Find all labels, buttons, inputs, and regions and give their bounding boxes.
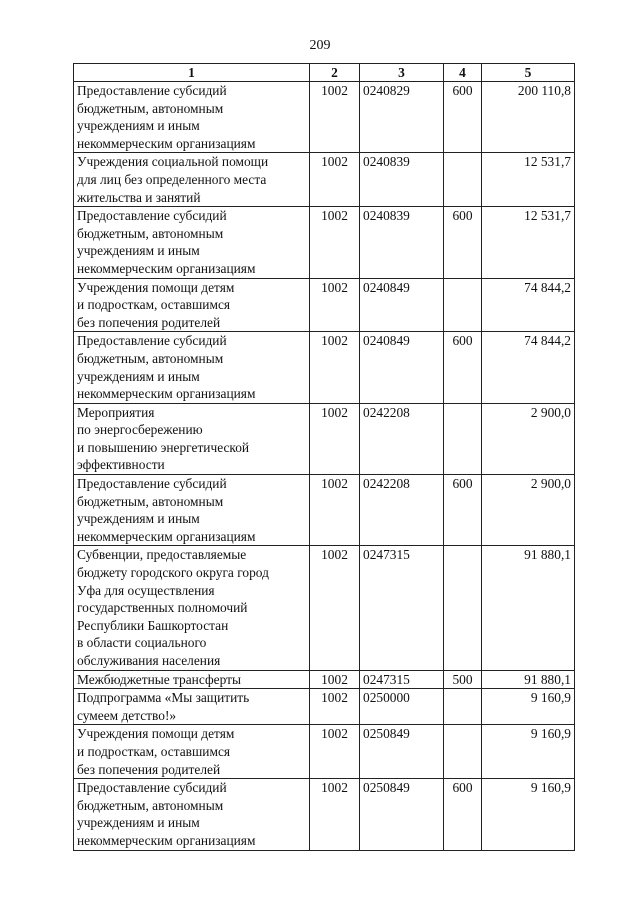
page-number: 209 xyxy=(309,38,331,53)
row-amount: 12 531,7 xyxy=(482,207,575,278)
row-target-code: 0242208 xyxy=(360,475,444,546)
header-col-4: 4 xyxy=(444,64,482,82)
row-expense-type: 600 xyxy=(444,82,482,153)
row-target-code: 0240849 xyxy=(360,332,444,403)
row-name: Предоставление субсидий бюджетным, автономным учреждениям и иным некоммерческим организациям xyxy=(74,207,310,278)
row-expense-type: 600 xyxy=(444,475,482,546)
row-target-code: 0240839 xyxy=(360,153,444,207)
row-section-code: 1002 xyxy=(310,403,360,474)
row-amount: 2 900,0 xyxy=(482,475,575,546)
row-section-code: 1002 xyxy=(310,332,360,403)
row-amount: 200 110,8 xyxy=(482,82,575,153)
row-target-code: 0250849 xyxy=(360,779,444,850)
row-expense-type: 500 xyxy=(444,670,482,689)
row-name: Учреждения помощи детям и подросткам, оставшимся без попечения родителей xyxy=(74,278,310,332)
row-expense-type: 600 xyxy=(444,779,482,850)
row-target-code: 0250849 xyxy=(360,725,444,779)
row-amount: 9 160,9 xyxy=(482,725,575,779)
header-col-1: 1 xyxy=(74,64,310,82)
row-target-code: 0250000 xyxy=(360,689,444,725)
row-target-code: 0240839 xyxy=(360,207,444,278)
row-section-code: 1002 xyxy=(310,546,360,670)
row-amount: 12 531,7 xyxy=(482,153,575,207)
row-name: Межбюджетные трансферты xyxy=(74,670,310,689)
row-expense-type xyxy=(444,725,482,779)
table-row xyxy=(74,779,575,850)
table-row xyxy=(74,546,575,670)
row-target-code: 0242208 xyxy=(360,403,444,474)
row-expense-type xyxy=(444,546,482,670)
row-section-code: 1002 xyxy=(310,689,360,725)
row-name: Субвенции, предоставляемые бюджету городского округа город Уфа для осуществления государственных полномочий Республики Башкортостан в области социального обслуживания населения xyxy=(74,546,310,670)
row-expense-type: 600 xyxy=(444,332,482,403)
row-amount: 74 844,2 xyxy=(482,278,575,332)
table-row xyxy=(74,689,575,725)
row-amount: 74 844,2 xyxy=(482,332,575,403)
header-col-3: 3 xyxy=(360,64,444,82)
row-expense-type xyxy=(444,403,482,474)
table-row xyxy=(74,332,575,403)
row-name: Предоставление субсидий бюджетным, автономным учреждениям и иным некоммерческим организациям xyxy=(74,332,310,403)
row-target-code: 0240849 xyxy=(360,278,444,332)
header-col-5: 5 xyxy=(482,64,575,82)
row-section-code: 1002 xyxy=(310,475,360,546)
row-target-code: 0247315 xyxy=(360,546,444,670)
row-amount: 91 880,1 xyxy=(482,546,575,670)
row-section-code: 1002 xyxy=(310,153,360,207)
table-header-row xyxy=(74,64,575,82)
row-expense-type xyxy=(444,153,482,207)
row-name: Предоставление субсидий бюджетным, автономным учреждениям и иным некоммерческим организациям xyxy=(74,475,310,546)
table-row xyxy=(74,725,575,779)
row-section-code: 1002 xyxy=(310,779,360,850)
row-amount: 2 900,0 xyxy=(482,403,575,474)
table-row xyxy=(74,207,575,278)
table-row xyxy=(74,278,575,332)
row-name: Учреждения помощи детям и подросткам, оставшимся без попечения родителей xyxy=(74,725,310,779)
header-col-2: 2 xyxy=(310,64,360,82)
row-target-code: 0247315 xyxy=(360,670,444,689)
row-amount: 9 160,9 xyxy=(482,689,575,725)
row-section-code: 1002 xyxy=(310,670,360,689)
row-section-code: 1002 xyxy=(310,725,360,779)
row-expense-type xyxy=(444,278,482,332)
row-name: Предоставление субсидий бюджетным, автономным учреждениям и иным некоммерческим организациям xyxy=(74,82,310,153)
table-row xyxy=(74,153,575,207)
table-row xyxy=(74,403,575,474)
row-section-code: 1002 xyxy=(310,207,360,278)
table-row xyxy=(74,670,575,689)
table-body xyxy=(74,82,575,851)
row-section-code: 1002 xyxy=(310,82,360,153)
row-name: Предоставление субсидий бюджетным, автономным учреждениям и иным некоммерческим организациям xyxy=(74,779,310,850)
table-row xyxy=(74,475,575,546)
row-amount: 9 160,9 xyxy=(482,779,575,850)
budget-table xyxy=(73,63,575,851)
row-name: Мероприятия по энергосбережению и повышению энергетической эффективности xyxy=(74,403,310,474)
row-name: Учреждения социальной помощи для лиц без определенного места жительства и занятий xyxy=(74,153,310,207)
row-target-code: 0240829 xyxy=(360,82,444,153)
table-row xyxy=(74,82,575,153)
row-name: Подпрограмма «Мы защитить сумеем детство!» xyxy=(74,689,310,725)
row-expense-type: 600 xyxy=(444,207,482,278)
row-amount: 91 880,1 xyxy=(482,670,575,689)
row-expense-type xyxy=(444,689,482,725)
row-section-code: 1002 xyxy=(310,278,360,332)
